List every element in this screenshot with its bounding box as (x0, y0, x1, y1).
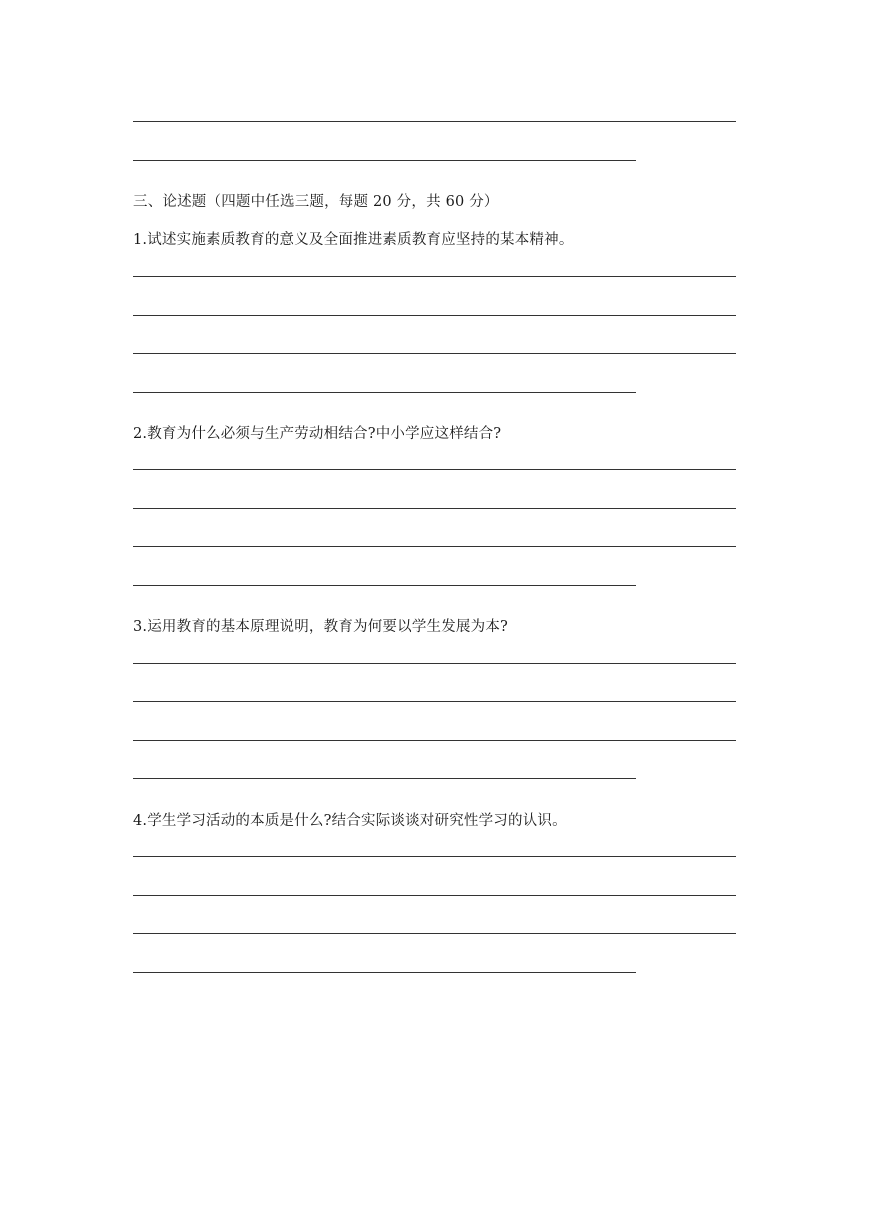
answer-line (133, 895, 736, 896)
answer-line (133, 353, 736, 354)
answer-line (133, 160, 636, 161)
answer-line (133, 546, 736, 547)
answer-line (133, 508, 736, 509)
answer-line (133, 701, 736, 702)
section-heading: 三、论述题（四题中任选三题，每题 20 分，共 60 分） (133, 194, 499, 210)
answer-line (133, 933, 736, 934)
answer-line (133, 663, 736, 664)
answer-line (133, 392, 636, 393)
answer-line (133, 315, 736, 316)
answer-line (133, 121, 736, 122)
answer-line (133, 972, 636, 973)
answer-line (133, 778, 636, 779)
answer-line (133, 740, 736, 741)
question-1: 1.试述实施素质教育的意义及全面推进素质教育应坚持的某本精神。 (133, 232, 574, 248)
question-2: 2.教育为什么必须与生产劳动相结合?中小学应这样结合? (133, 426, 502, 442)
answer-line (133, 276, 736, 277)
question-4: 4.学生学习活动的本质是什么?结合实际谈谈对研究性学习的认识。 (133, 813, 567, 829)
answer-line (133, 856, 736, 857)
answer-line (133, 469, 736, 470)
answer-line (133, 585, 636, 586)
question-3: 3.运用教育的基本原理说明，教育为何要以学生发展为本? (133, 619, 509, 635)
